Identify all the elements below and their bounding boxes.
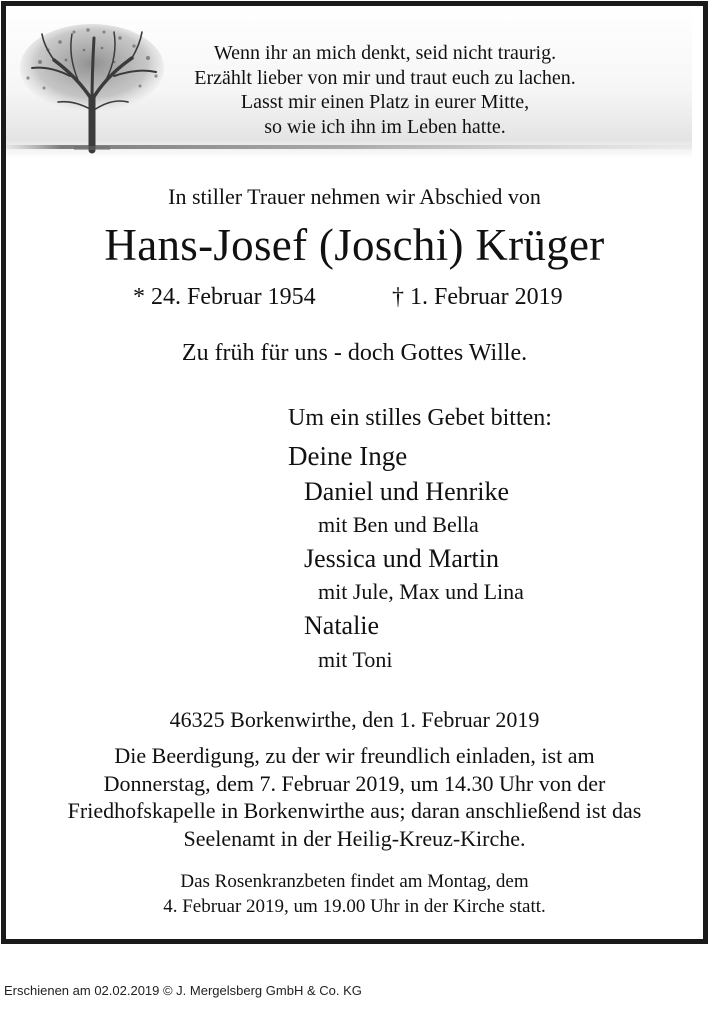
- mourners-intro: Um ein stilles Gebet bitten:: [288, 405, 552, 431]
- poem-line: so wie ich ihn im Leben hatte.: [264, 115, 506, 138]
- birth-date: * 24. Februar 1954: [133, 284, 316, 310]
- death-date: † 1. Februar 2019: [392, 284, 563, 310]
- mourner-line: mit Jule, Max und Lina: [318, 579, 524, 604]
- rosary-line: Das Rosenkranzbeten findet am Montag, dem: [180, 871, 529, 892]
- mourner-line: mit Ben und Bella: [318, 512, 479, 537]
- publication-credit: Erschienen am 02.02.2019 © J. Mergelsberg GmbH & Co. KG: [4, 983, 362, 998]
- mourner-line: Daniel und Henrike: [304, 477, 510, 506]
- mourner-line: Natalie: [304, 611, 380, 640]
- rosary-line: 4. Februar 2019, um 19.00 Uhr in der Kirche statt.: [163, 896, 546, 917]
- place-date: 46325 Borkenwirthe, den 1. Februar 2019: [169, 707, 540, 732]
- mourner-line: Deine Inge: [288, 441, 408, 471]
- mourner-line: mit Toni: [318, 647, 393, 672]
- poem-line: Wenn ihr an mich denkt, seid nicht traurig.: [213, 42, 557, 64]
- tree-icon: [14, 20, 174, 155]
- poem-line: Lasst mir einen Platz in eurer Mitte,: [240, 91, 530, 113]
- motto: Zu früh für uns - doch Gottes Wille.: [181, 340, 528, 366]
- funeral-line: Die Beerdigung, zu der wir freundlich einladen, ist am: [114, 743, 595, 768]
- mourner-line: Jessica und Martin: [304, 544, 499, 573]
- mourning-intro: In stiller Trauer nehmen wir Abschied von: [168, 184, 541, 209]
- rosary-details: [20, 869, 689, 919]
- funeral-line: Donnerstag, dem 7. Februar 2019, um 14.30 Uhr von der: [103, 770, 606, 796]
- memorial-poem: [175, 41, 595, 139]
- funeral-line: Seelenamt in der Heilig-Kreuz-Kirche.: [183, 825, 526, 851]
- deceased-name: Hans-Josef (Joschi) Krüger: [104, 220, 605, 270]
- funeral-line: Friedhofskapelle in Borkenwirthe aus; daran anschließend ist das: [67, 798, 642, 823]
- funeral-details: [20, 742, 689, 852]
- poem-line: Erzählt lieber von mir und traut euch zu lachen.: [194, 66, 576, 89]
